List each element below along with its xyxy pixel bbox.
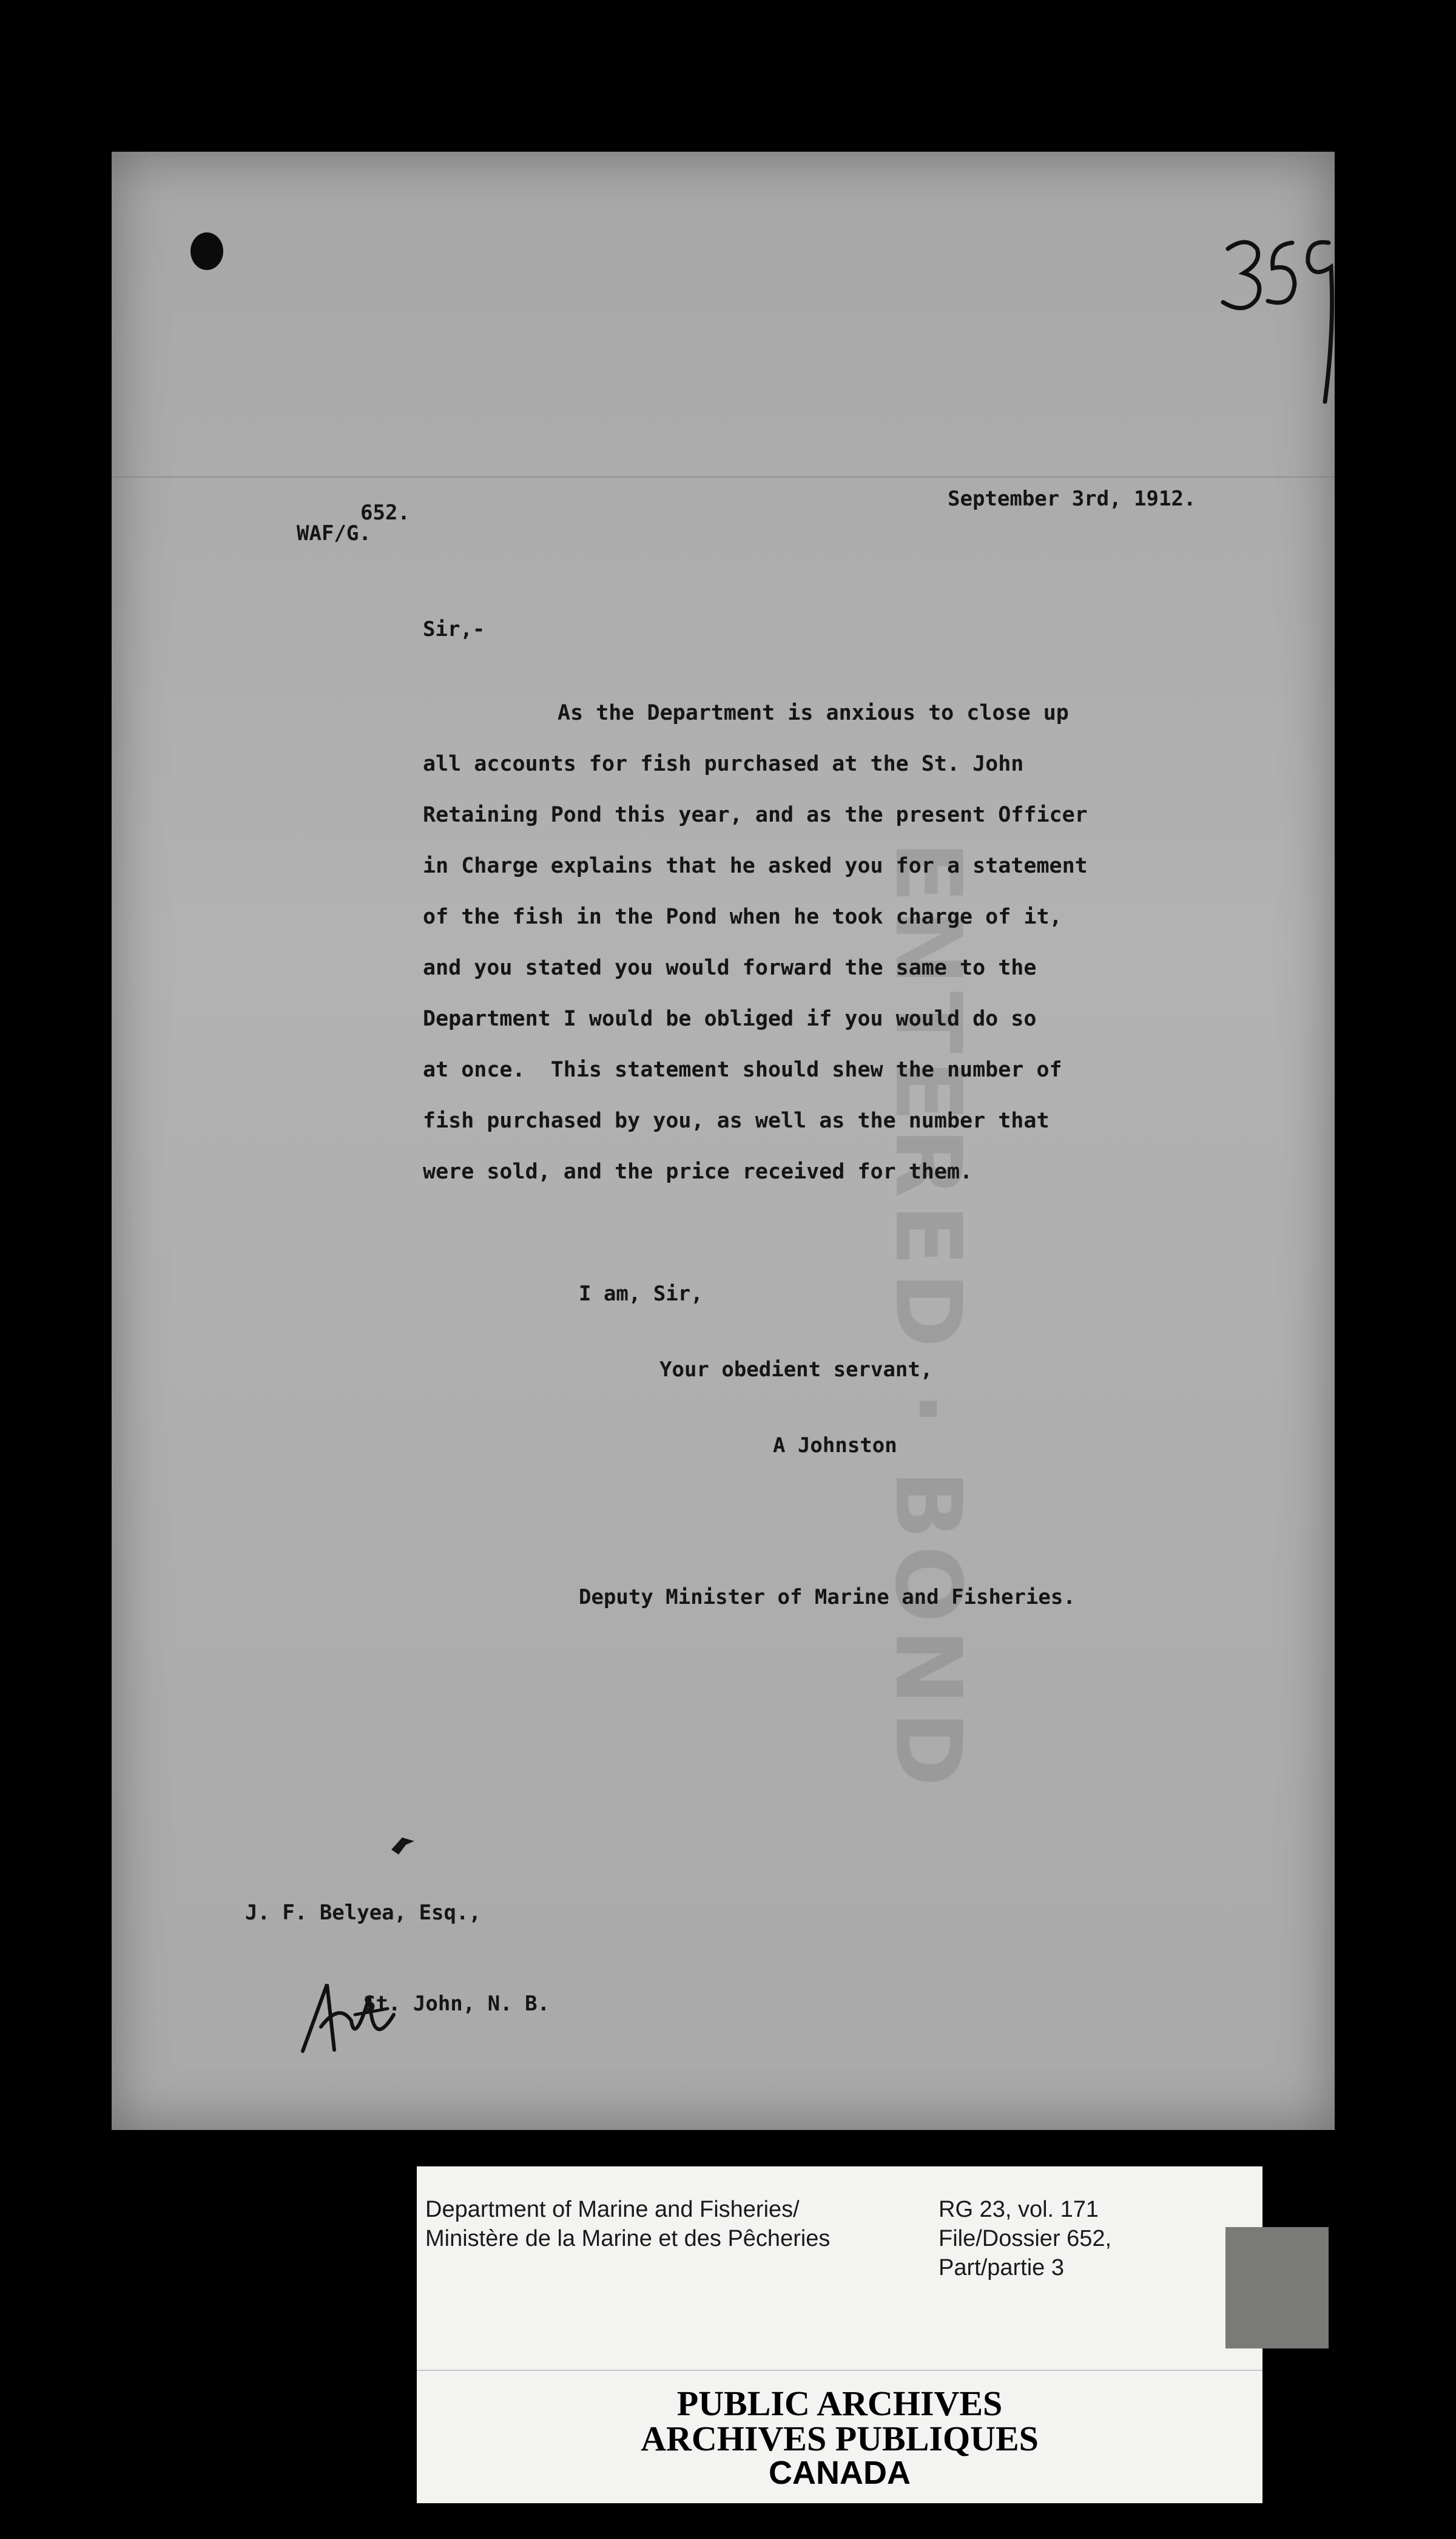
part-partie: Part/partie 3: [939, 2255, 1064, 2280]
body-line: fish purchased by you, as well as the number that: [423, 1109, 1050, 1133]
department-fr: Ministère de la Marine et des Pêcheries: [425, 2226, 831, 2251]
archive-line-2: ARCHIVES PUBLIQUES: [641, 2419, 1039, 2458]
letter-date: September 3rd, 1912.: [948, 487, 1196, 511]
label-divider: [417, 2370, 1262, 2371]
addressee-name: J. F. Belyea, Esq.,: [245, 1901, 481, 1925]
bond-stamp-text: ENTERED · BOND: [875, 840, 980, 1793]
closing-line: Your obedient servant,: [659, 1357, 933, 1382]
folio-number-handwritten: [1210, 231, 1343, 407]
closing-line: I am, Sir,: [579, 1282, 703, 1306]
file-initials: WAF/G.: [297, 521, 371, 546]
signatory-title: Deputy Minister of Marine and Fisheries.: [579, 1585, 1076, 1609]
paper-clip-shadow: [1225, 2227, 1329, 2348]
letter-page: [112, 152, 1335, 2130]
archive-label: [417, 2166, 1262, 2503]
addressee-location: St. John, N. B.: [363, 1992, 550, 2016]
fold-line: [112, 476, 1335, 478]
archive-line-3: CANADA: [769, 2455, 911, 2491]
archive-line-1: PUBLIC ARCHIVES: [676, 2384, 1003, 2423]
ink-mark: [388, 1833, 418, 1857]
body-line: at once. This statement should shew the number of: [423, 1058, 1062, 1082]
record-group: RG 23, vol. 171: [939, 2197, 1099, 2222]
signature-name: A Johnston: [773, 1433, 897, 1458]
file-number: 652.: [360, 501, 410, 525]
body-line: and you stated you would forward the same to the: [423, 956, 1037, 980]
body-line: As the Department is anxious to close up: [558, 701, 1069, 725]
body-line: Department I would be obliged if you would do so: [423, 1007, 1037, 1031]
body-line: in Charge explains that he asked you for a statement: [423, 854, 1088, 878]
salutation: Sir,-: [423, 617, 485, 641]
body-line: Retaining Pond this year, and as the present Officer: [423, 803, 1088, 827]
punch-hole: [190, 232, 223, 270]
body-line: all accounts for fish purchased at the St. John: [423, 752, 1024, 776]
file-dossier: File/Dossier 652,: [939, 2226, 1112, 2251]
department-en: Department of Marine and Fisheries/: [425, 2197, 800, 2222]
body-line: of the fish in the Pond when he took charge of it,: [423, 905, 1062, 929]
body-line: were sold, and the price received for them.: [423, 1160, 973, 1184]
